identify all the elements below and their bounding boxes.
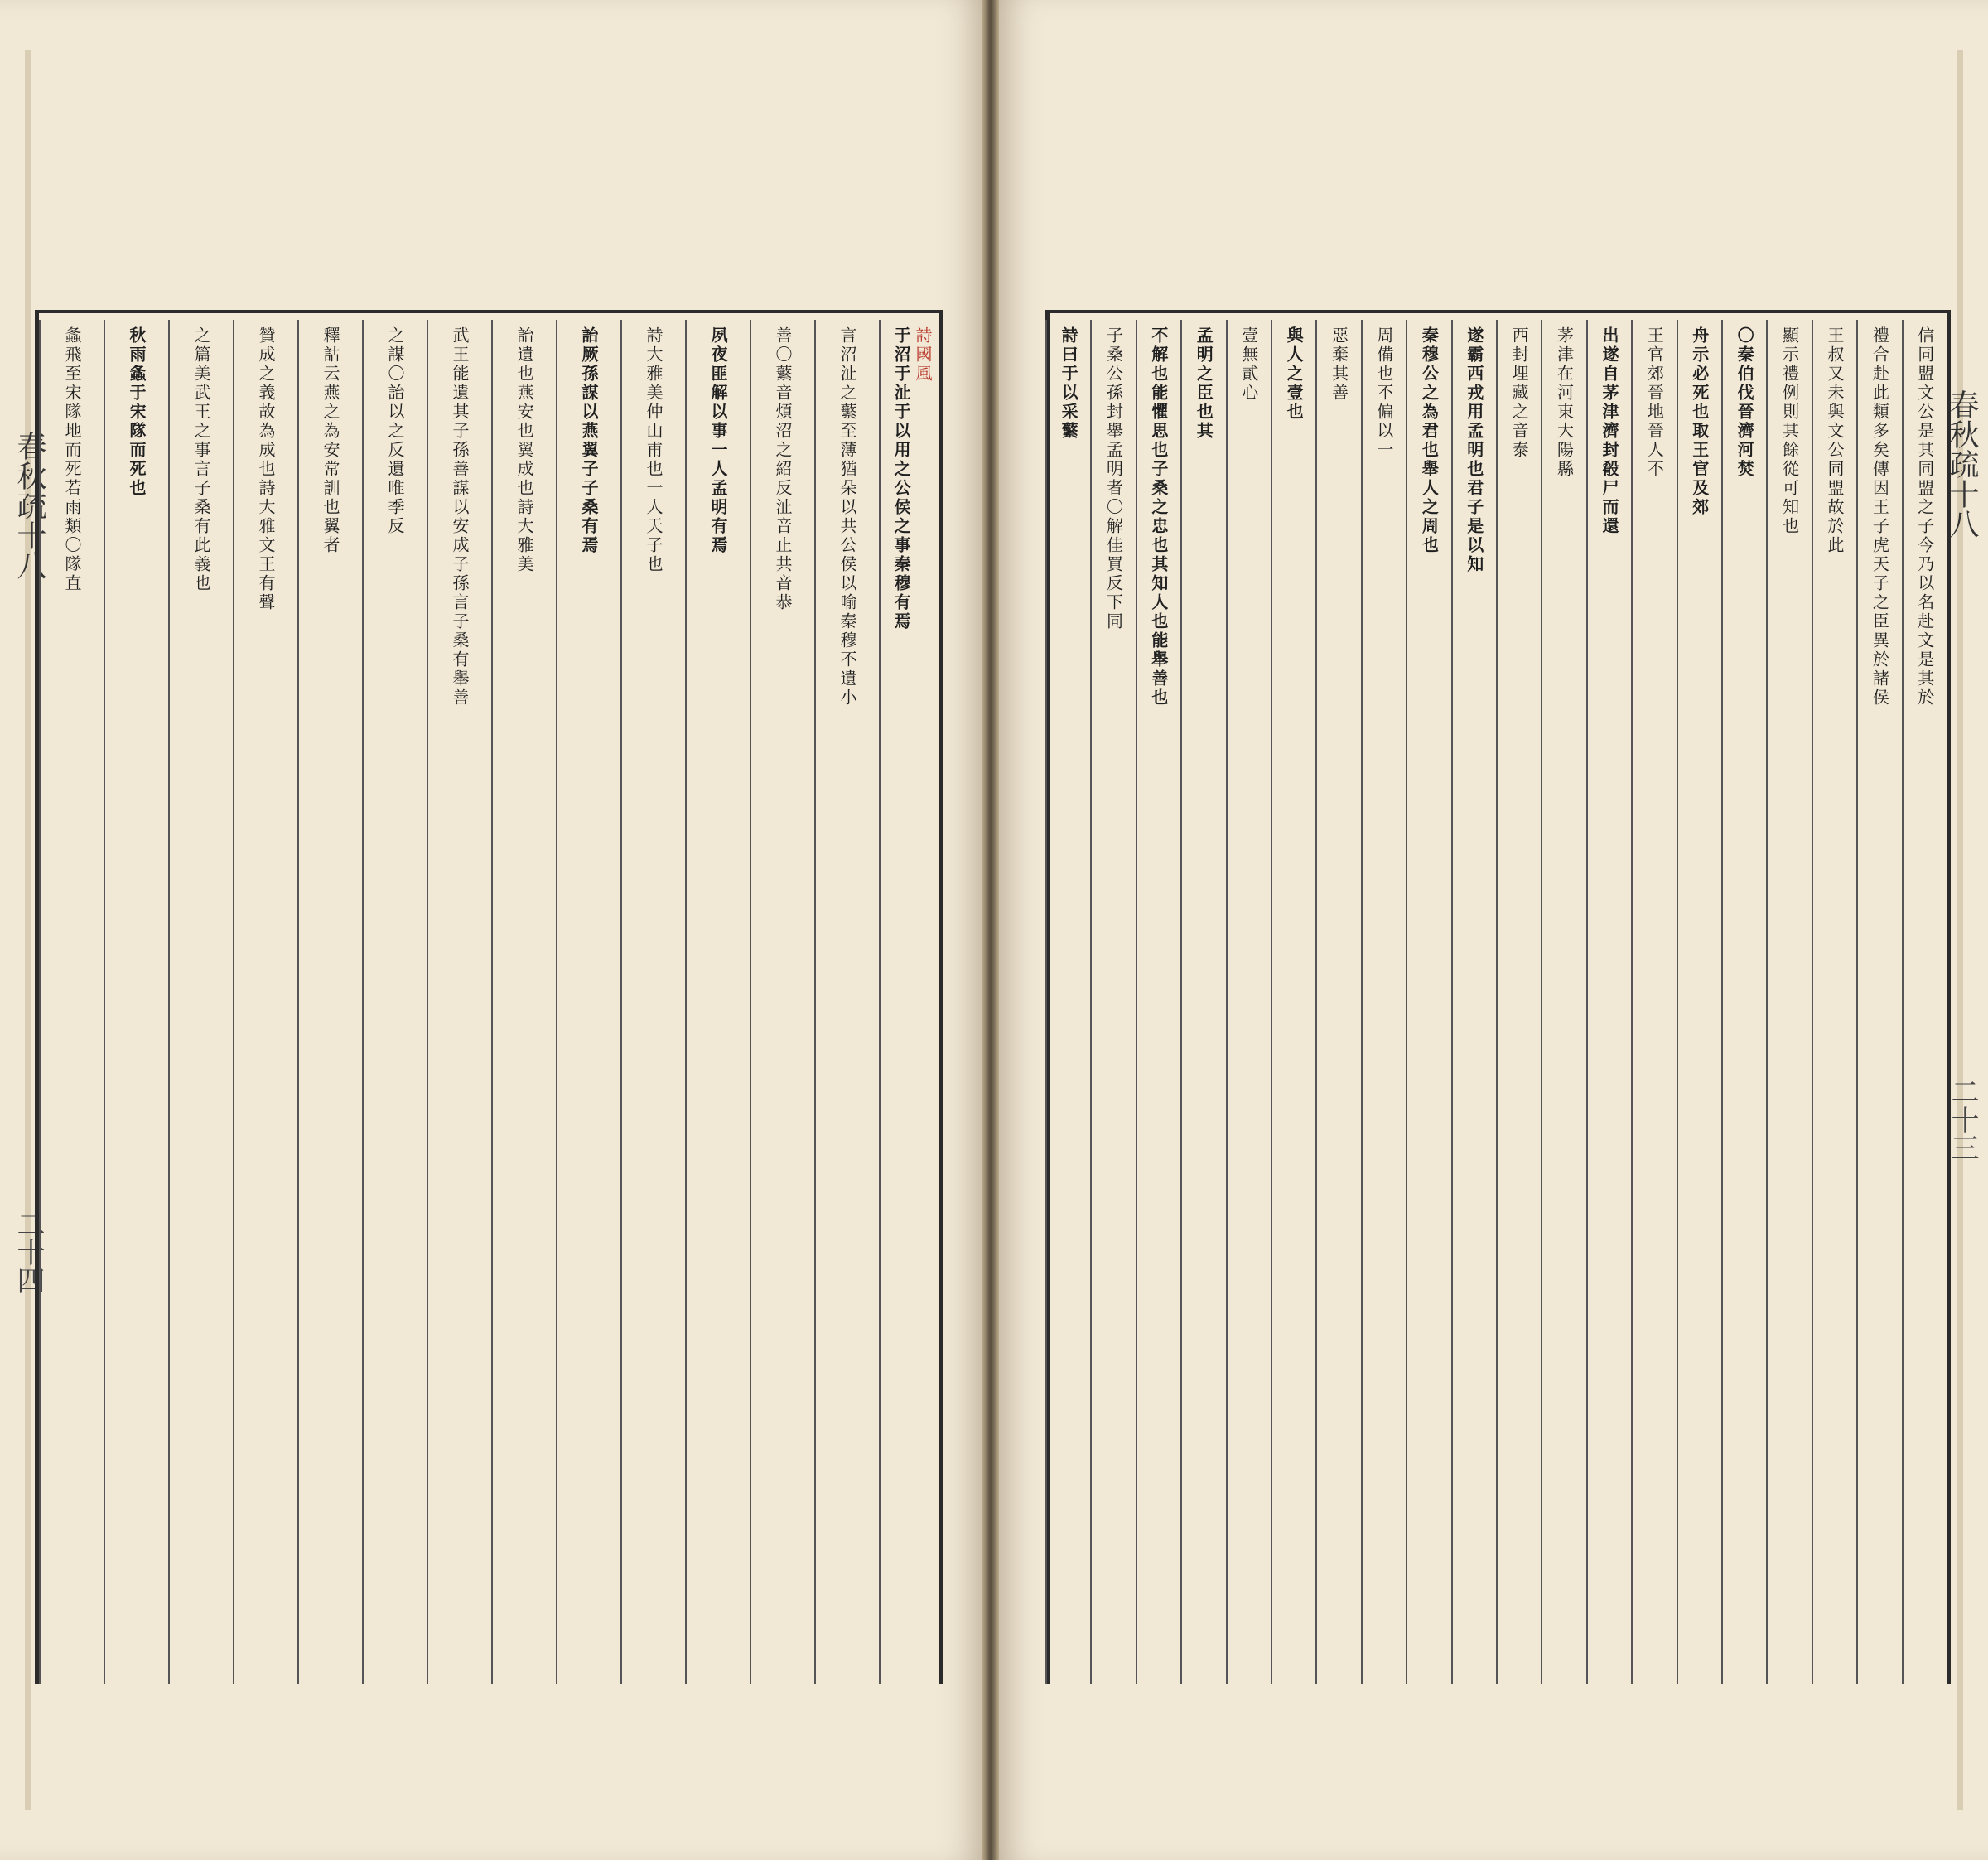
left-text-frame [35, 310, 943, 1684]
right-page-column [1677, 320, 1721, 1684]
column-text: 孟明之臣也其 [1194, 326, 1214, 441]
book-gutter [982, 0, 999, 1860]
right-page-edge [1957, 50, 1963, 1810]
column-text: 〇秦伯伐晉濟河焚 [1735, 326, 1755, 479]
right-page-column [1766, 320, 1811, 1684]
column-text: 之篇美武王之事言子桑有此義也 [191, 326, 211, 593]
right-page-column [1812, 320, 1856, 1684]
left-page-column [233, 320, 297, 1684]
column-text: 夙夜匪解以事一人孟明有焉 [708, 326, 728, 555]
right-text-frame [1045, 310, 1951, 1684]
column-text: 善〇蘩音煩沼之紹反沚音止共音恭 [773, 326, 793, 612]
right-page-column [1361, 320, 1406, 1684]
column-text: 武王能遺其子孫善謀以安成子孫言子桑有舉善 [450, 326, 470, 708]
right-page-column [1496, 320, 1541, 1684]
left-page-column [297, 320, 362, 1684]
left-page-column [104, 320, 168, 1684]
column-text: 詒厥孫謀以燕翼子子桑有焉 [579, 326, 599, 555]
column-text: 王叔又未與文公同盟故於此 [1824, 326, 1845, 555]
left-page-number: 二十四 [12, 1210, 45, 1294]
left-page-column [427, 320, 491, 1684]
column-text: 茅津在河東大陽縣 [1554, 326, 1575, 479]
red-annotation: 詩國風 [913, 326, 933, 384]
left-page-column [620, 320, 685, 1684]
column-text: 螽飛至宋隊地而死若雨類〇隊直 [62, 326, 82, 593]
right-page-column [1856, 320, 1901, 1684]
right-page-column [1271, 320, 1315, 1684]
left-page-column [39, 320, 104, 1684]
left-margin-title: 春秋疏十八 [12, 431, 46, 580]
column-text: 信同盟文公是其同盟之子今乃以名赴文是其於 [1914, 326, 1935, 708]
right-columns [1045, 320, 1947, 1684]
left-page-column [168, 320, 233, 1684]
column-text: 惡棄其善 [1329, 326, 1349, 403]
column-text: 不解也能懼思也子桑之忠也其知人也能舉善也 [1148, 326, 1169, 708]
left-page-column [491, 320, 556, 1684]
right-page [999, 0, 1988, 1860]
left-page-edge [25, 50, 31, 1810]
right-page-column [1136, 320, 1180, 1684]
right-page-column [1226, 320, 1271, 1684]
column-text: 子桑公孫封舉孟明者〇解佳買反下同 [1103, 326, 1124, 631]
column-text: 出遂自茅津濟封殽尸而還 [1599, 326, 1619, 536]
column-text: 壹無貳心 [1238, 326, 1259, 403]
right-page-column [1451, 320, 1496, 1684]
column-text: 釋詁云燕之為安常訓也翼者 [321, 326, 340, 555]
column-text: 王官郊晉地晉人不 [1644, 326, 1665, 479]
column-text: 舟示必死也取王官及郊 [1689, 326, 1710, 517]
left-page-column [879, 320, 943, 1684]
right-page-column [1541, 320, 1585, 1684]
column-text: 秦穆公之為君也舉人之周也 [1419, 326, 1440, 555]
column-text: 詩大雅美仲山甫也一人天子也 [644, 326, 663, 574]
left-page-column [362, 320, 427, 1684]
column-text: 言沼沚之蘩至薄猶朵以共公侯以喻秦穆不遺小 [837, 326, 857, 708]
left-page-column [556, 320, 620, 1684]
left-page-column [685, 320, 750, 1684]
right-page-column [1631, 320, 1676, 1684]
column-text: 之謀〇詒以之反遺唯季反 [385, 326, 405, 536]
left-columns [39, 320, 943, 1684]
column-text: 與人之壹也 [1284, 326, 1305, 422]
left-page [0, 0, 982, 1860]
right-page-column [1406, 320, 1450, 1684]
right-margin-title: 春秋疏十八 [1945, 389, 1979, 539]
right-page-column [1902, 320, 1947, 1684]
column-text: 周備也不偏以一 [1373, 326, 1394, 460]
right-page-column [1180, 320, 1225, 1684]
column-text: 西封埋藏之音泰 [1509, 326, 1530, 460]
column-text: 遂霸西戎用孟明也君子是以知 [1464, 326, 1484, 574]
column-text: 詒遺也燕安也翼成也詩大雅美 [514, 326, 534, 574]
right-page-column [1586, 320, 1631, 1684]
column-text: 詩曰于以采蘩 [1059, 326, 1079, 441]
right-page-number: 二十三 [1946, 1077, 1979, 1162]
column-text: 禮合赴此類多矣傳因王子虎天子之臣異於諸侯 [1870, 326, 1890, 708]
right-page-column [1721, 320, 1766, 1684]
column-text: 秋雨螽于宋隊而死也 [127, 326, 147, 498]
left-page-column [750, 320, 814, 1684]
column-text: 于沼于沚于以用之公侯之事秦穆有焉 [891, 326, 911, 631]
column-text: 贊成之義故為成也詩大雅文王有聲 [256, 326, 276, 612]
left-page-column [814, 320, 879, 1684]
right-page-column [1315, 320, 1360, 1684]
right-page-column [1045, 320, 1090, 1684]
right-page-column [1090, 320, 1135, 1684]
column-text: 顯示禮例則其餘從可知也 [1779, 326, 1800, 536]
